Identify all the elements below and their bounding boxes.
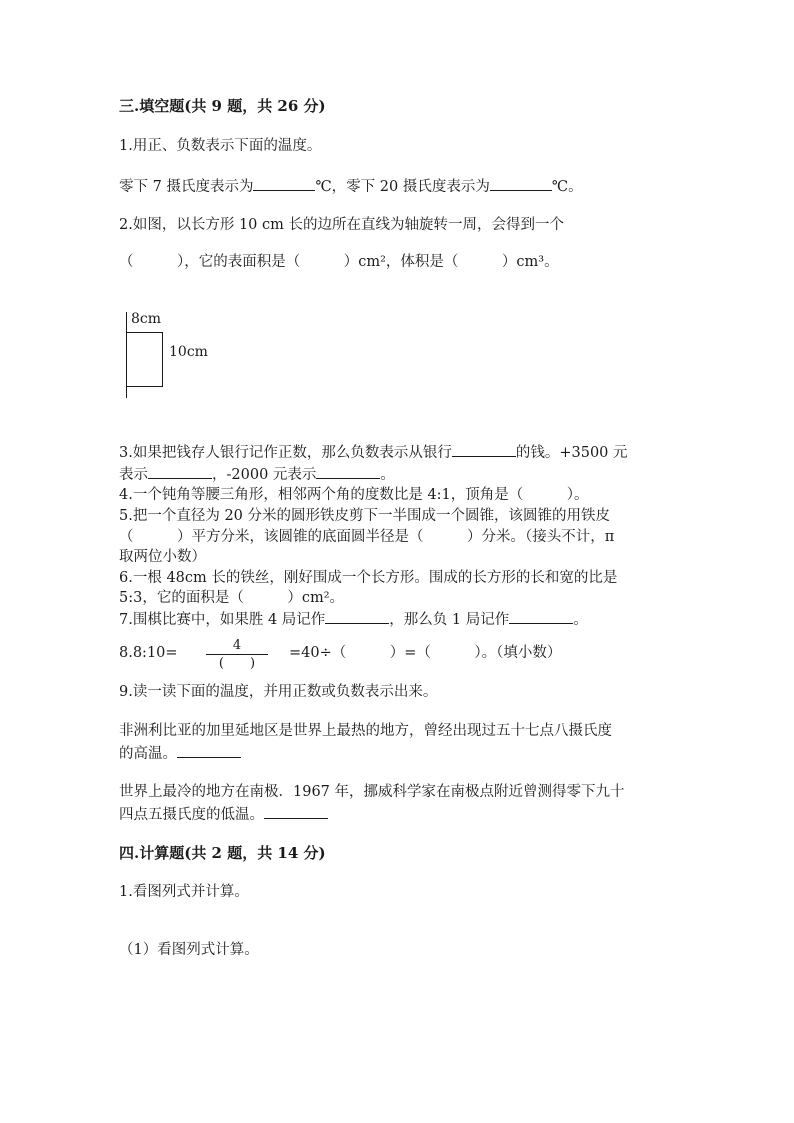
q3-blank-2[interactable] (148, 464, 212, 479)
q7-blank-1[interactable] (325, 609, 389, 624)
q1-blank-1[interactable] (253, 176, 315, 191)
q7-text-a: 7.围棋比赛中，如果胜 4 局记作 (119, 612, 326, 628)
q9-paragraph-2-line-1: 世界上最冷的地方在南极．1967 年，挪威科学家在南极点附近曾测得零下九十 (119, 784, 625, 800)
q9-paragraph-1-line-2 (119, 743, 241, 764)
question-9-text: 9.读一读下面的温度，并用正数或负数表示出来。 (119, 684, 438, 700)
question-8-suffix: =40÷（ ）=（ ）。（填小数） (289, 645, 562, 661)
q3-text-a: 3.如果把钱存人银行记作正数，那么负数表示从银行 (119, 445, 452, 461)
q9-blank-2[interactable] (264, 804, 328, 819)
q8-fraction (206, 637, 268, 673)
question-3-line-2 (119, 464, 395, 485)
question-6-line-2: 5:3，它的面积是（ ）cm²。 (119, 590, 345, 606)
q1-label-c: ℃。 (551, 179, 583, 195)
question-5-line-2: （ ）平方分米，该圆锥的底面圆半径是（ ）分米。（接头不计，π (119, 529, 615, 545)
question-2-text: 2.如图，以长方形 10 cm 长的边所在直线为轴旋转一周，会得到一个 (119, 217, 564, 233)
q9-blank-1[interactable] (177, 743, 241, 758)
q9-p2-text: 四点五摄氏度的低温。 (119, 807, 264, 823)
q1-label-a: 零下 7 摄氏度表示为 (119, 179, 254, 195)
fraction-numerator: 4 (206, 637, 268, 655)
section-4-question-1-sub: （1）看图列式计算。 (119, 942, 259, 958)
section-4-title: 四.计算题(共 2 题，共 14 分) (119, 844, 326, 862)
question-1-line (119, 176, 583, 197)
section-4-question-1: 1.看图列式并计算。 (119, 884, 249, 900)
rectangle-rotation-diagram (119, 308, 239, 400)
section-3-title: 三.填空题(共 9 题，共 26 分) (119, 97, 326, 115)
q9-paragraph-2-line-2 (119, 804, 328, 825)
q9-p1-text: 的高温。 (119, 746, 177, 762)
q3-text-c: 表示 (119, 467, 148, 483)
question-5-line-3: 取两位小数） (119, 549, 206, 565)
length-label: 10cm (169, 344, 208, 360)
q9-paragraph-1-line-1: 非洲利比亚的加里延地区是世界上最热的地方，曾经出现过五十七点八摄氏度 (119, 723, 612, 739)
q7-text-b: ，那么负 1 局记作 (389, 612, 510, 628)
question-8-prefix: 8.8:10= (119, 645, 178, 661)
fraction-denominator[interactable]: ( ) (218, 656, 256, 671)
q3-blank-3[interactable] (316, 464, 380, 479)
q1-blank-2[interactable] (490, 176, 552, 191)
question-6-line-1: 6.一根 48cm 长的铁丝，刚好围成一个长方形。围成的长方形的长和宽的比是 (119, 570, 618, 586)
q3-text-d: ，-2000 元表示 (212, 467, 317, 483)
q3-text-b: 的钱。+3500 元 (515, 445, 628, 461)
rectangle-shape (126, 332, 163, 387)
q3-blank-1[interactable] (452, 442, 516, 457)
question-4-text: 4.一个钝角等腰三角形，相邻两个角的度数比是 4:1，顶角是（ ）。 (119, 487, 589, 503)
q7-blank-2[interactable] (509, 609, 573, 624)
question-5-line-1: 5.把一个直径为 20 分米的圆形铁皮剪下一半围成一个圆锥，该圆锥的用铁皮 (119, 508, 611, 524)
width-label: 8cm (131, 311, 162, 327)
question-7-line (119, 609, 588, 630)
question-3-line-1 (119, 442, 628, 463)
q1-label-b: ℃，零下 20 摄氏度表示为 (315, 179, 490, 195)
question-1-text: 1.用正、负数表示下面的温度。 (119, 138, 322, 154)
question-2-line-2: （ ），它的表面积是（ ）cm²，体积是（ ）cm³。 (119, 254, 559, 270)
q7-text-c: 。 (573, 612, 588, 628)
q3-text-e: 。 (380, 467, 395, 483)
